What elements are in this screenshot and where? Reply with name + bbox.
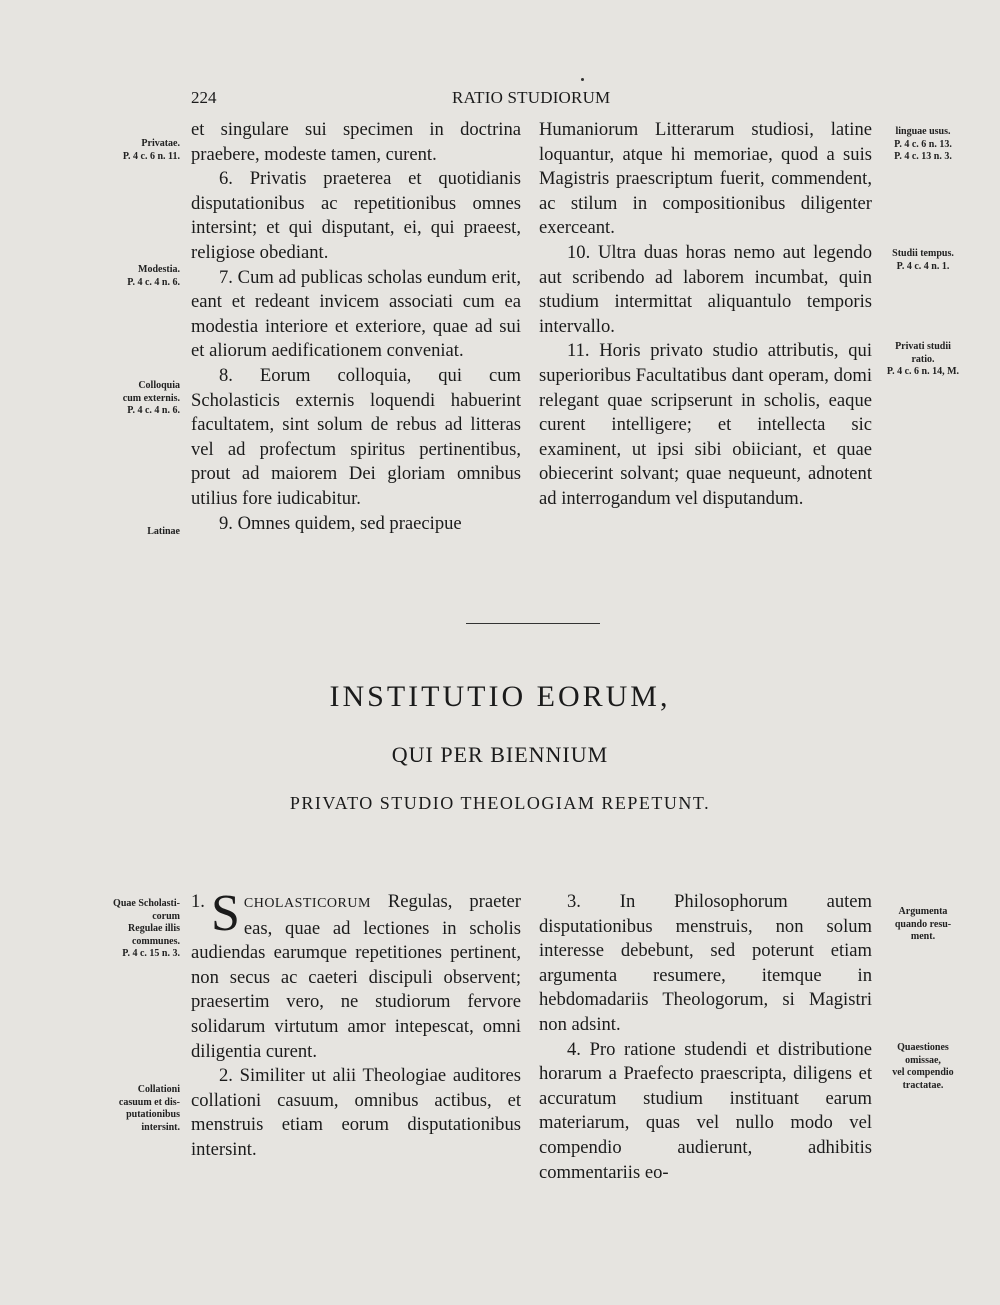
- margin-note: Privati studii ratio. P. 4 c. 6 n. 14, M.: [886, 341, 960, 377]
- section-divider: [466, 623, 600, 624]
- paragraph: [191, 885, 521, 1064]
- margin-note: Privatae. P. 4 c. 6 n. 11.: [122, 138, 180, 162]
- paragraph: Humaniorum Litterarum studiosi, latine loquantur, atque hi memoriae, quod a suis Magistris praescriptum fuerit, commendent, ac stilum in compositionibus diligenter exerceant.: [539, 119, 872, 239]
- paragraph-text: Regulas, praeter eas, quae ad lectiones in scholis audiendas earumque repetitiones pertinent, non secus ac caeteri discipuli observent; praesertim vero, ne studiorum fervore solidarum virtutum amor intepescat, omni diligentia curent.: [191, 891, 521, 1062]
- paragraph: et singulare sui specimen in doctrina praebere, modeste tamen, curent.: [191, 119, 521, 165]
- margin-note: Collationi casuum et dis- putationibus intersint.: [118, 1084, 180, 1133]
- margin-note: Quae Scholasti- corum Regulae illis communes. P. 4 c. 15 n. 3.: [113, 898, 180, 959]
- paragraph: 11. Horis privato studio attributis, qui superioribus Facultatibus dant operam, domi relegant quae scripserunt in scholis, eaque curent intelligere; et intellecta sic examinent, ut ipsi sibi obiiciant, et quae obiecerint solvant; quae nequeunt, adnotent ad interrogandum vel disputandum.: [539, 340, 872, 509]
- margin-note: Latinae: [147, 526, 180, 537]
- paragraph: 9. Omnes quidem, sed praecipue: [219, 512, 462, 534]
- margin-note: linguae usus. P. 4 c. 6 n. 13. P. 4 c. 13 n. 3.: [894, 126, 952, 162]
- section-title: INSTITUTIO EORUM,: [329, 680, 671, 713]
- section-subsubtitle: PRIVATO STUDIO THEOLOGIAM REPETUNT.: [289, 793, 711, 813]
- section-subtitle: QUI PER BIENNIUM: [391, 742, 609, 767]
- small-caps-word: CHOLASTICORUM: [243, 896, 371, 911]
- margin-note: Colloquia cum externis. P. 4 c. 4 n. 6.: [122, 380, 180, 416]
- bottom-right-column: [539, 890, 872, 1185]
- paragraph: 2. Similiter ut alii Theologiae auditores collationi casuum, omnibus actibus, et menstruis etiam eorum disputationibus intersint.: [191, 1065, 521, 1160]
- paragraph: 6. Privatis praeterea et quotidianis disputationibus ac repetitionibus omnes intersint; et qui disputant, ei, qui praeest, religiose obediant.: [191, 168, 521, 263]
- running-title: RATIO STUDIORUM: [452, 88, 611, 107]
- paragraph: 10. Ultra duas horas nemo aut legendo aut scribendo ad laborem incumbat, quin studium intermittat aliquantulo temporis intervallo.: [539, 241, 872, 337]
- top-right-column: [539, 118, 872, 512]
- page-number: 224: [191, 88, 217, 107]
- margin-note: Modestia. P. 4 c. 4 n. 6.: [127, 264, 180, 288]
- paragraph: 7. Cum ad publicas scholas eundum erit, eant et redeant invicem associati cum ea modestia interiore et exteriore, quae ad sui et aliorum aedificationem conveniat.: [191, 266, 521, 362]
- top-left-column: [191, 118, 521, 536]
- margin-note: Argumenta quando resu- ment.: [894, 906, 952, 942]
- paragraph: 4. Pro ratione studendi et distributione horarum a Praefecto praescripta, diligens et accuratum studium instituant earum materiarum, quas vel nullo modo vel compendio audierunt, adhibitis commentariis eo-: [539, 1038, 872, 1183]
- paragraph: 3. In Philosophorum autem disputationibus menstruis, non solum interesse debebunt, sed poterunt etiam argumenta resumere, itemque in hebdomadariis Theologorum, si Magistri non adsint.: [539, 891, 872, 1035]
- margin-note: Quaestiones omissae, vel compendio tractatae.: [892, 1042, 954, 1091]
- paragraph-number: 1.: [191, 891, 205, 912]
- paragraph: 8. Eorum colloquia, qui cum Scholasticis externis loquendi habuerint facultatem, sint solum de rebus ad litteras vel ad profectum spiritus pertinentibus, prout ad maiorem Dei gloriam omnibus utilius fore iudicabitur.: [191, 364, 521, 509]
- drop-cap: S: [210, 885, 240, 942]
- bottom-left-column: [191, 885, 521, 1163]
- margin-note: Studii tempus. P. 4 c. 4 n. 1.: [892, 248, 954, 272]
- ink-dot: [581, 78, 584, 81]
